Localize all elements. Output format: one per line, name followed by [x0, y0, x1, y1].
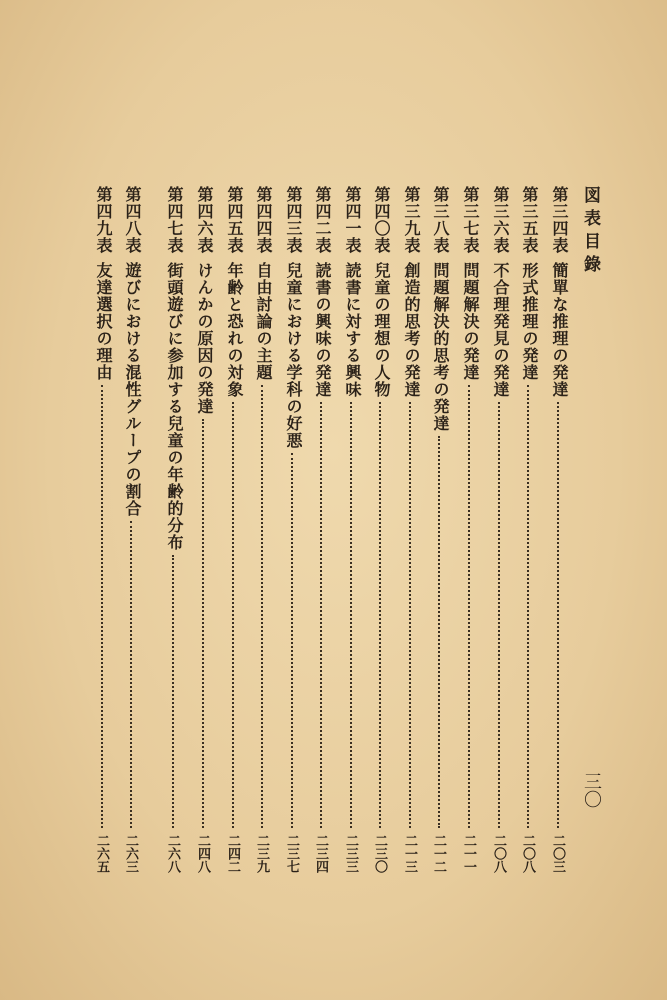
- dot-leader: [101, 385, 103, 828]
- list-item: [248, 186, 278, 876]
- dot-leader: [291, 453, 293, 828]
- entry-title: 問題解決の発達: [461, 262, 480, 381]
- dot-leader: [379, 402, 381, 828]
- list-item: [88, 186, 118, 876]
- dot-leader: [320, 402, 322, 828]
- entry-title: 自由討論の主題: [254, 262, 273, 381]
- entry-label: 第四二表: [313, 186, 332, 254]
- entry-page-number: 二三七: [284, 834, 299, 873]
- list-item: [425, 186, 455, 876]
- entry-title: 読書の興味の発達: [313, 262, 332, 398]
- entry-label: 第三九表: [402, 186, 421, 254]
- entry-title: 不合理発見の発達: [491, 262, 510, 398]
- entry-label: 第三八表: [431, 186, 450, 254]
- entry-title: 兒童における学科の好悪: [284, 262, 303, 449]
- entry-label: 第三六表: [491, 186, 510, 254]
- entry-page-number: 二三〇: [372, 834, 387, 873]
- entry-page-number: 二三四: [313, 834, 328, 873]
- entry-label: 第四〇表: [372, 186, 391, 254]
- entry-label: 第三四表: [550, 186, 569, 254]
- list-item: [396, 186, 426, 876]
- entry-title: 年齢と恐れの対象: [225, 262, 244, 398]
- entry-page-number: 二三九: [254, 834, 269, 873]
- entry-title: 問題解決的思考の発達: [431, 262, 450, 432]
- list-item: [307, 186, 337, 876]
- entry-page-number: 二三三: [343, 834, 358, 873]
- dot-leader: [438, 436, 440, 828]
- dot-leader: [557, 402, 559, 828]
- entry-page-number: 二六五: [94, 834, 109, 873]
- list-item: [455, 186, 485, 876]
- dot-leader: [130, 521, 132, 828]
- list-item: [337, 186, 367, 876]
- entry-title: 街頭遊びに参加する兒童の年齢的分布: [165, 262, 184, 551]
- dot-leader: [350, 402, 352, 828]
- list-item: [117, 186, 147, 876]
- entry-page-number: 二〇八: [520, 834, 535, 873]
- entry-label: 第四一表: [343, 186, 362, 254]
- list-item: [514, 186, 544, 876]
- dot-leader: [232, 402, 234, 828]
- dot-leader: [527, 385, 529, 828]
- entry-page-number: 二〇八: [491, 834, 506, 873]
- list-item: [278, 186, 308, 876]
- entry-label: 第四六表: [195, 186, 214, 254]
- entry-label: 第四三表: [284, 186, 303, 254]
- entry-label: 第三七表: [461, 186, 480, 254]
- dot-leader: [172, 555, 174, 828]
- list-item: [219, 186, 249, 876]
- dot-leader: [261, 385, 263, 828]
- list-item: [485, 186, 515, 876]
- page-number: 三〇: [581, 772, 602, 808]
- list-item: [189, 186, 219, 876]
- entry-label: 第四七表: [165, 186, 184, 254]
- entry-label: 第三五表: [520, 186, 539, 254]
- entry-label: 第四五表: [225, 186, 244, 254]
- entry-title: 遊びにおける混性グループの割合: [123, 262, 142, 517]
- entry-title: 創造的思考の発達: [402, 262, 421, 398]
- entry-page-number: 二一三: [402, 834, 417, 873]
- entry-label: 第四八表: [123, 186, 142, 254]
- dot-leader: [468, 385, 470, 828]
- entry-title: けんかの原因の発達: [195, 262, 214, 415]
- entry-title: 形式推理の発達: [520, 262, 539, 381]
- entry-label: 第四四表: [254, 186, 273, 254]
- dot-leader: [202, 419, 204, 828]
- entry-page-number: 二一二: [431, 834, 446, 873]
- entry-page-number: 二一一: [461, 834, 476, 873]
- entry-title: 兒童の理想の人物: [372, 262, 391, 398]
- entry-page-number: 二六八: [165, 834, 180, 873]
- entry-title: 簡單な推理の発達: [550, 262, 569, 398]
- dot-leader: [409, 402, 411, 828]
- entry-label: 第四九表: [94, 186, 113, 254]
- page-heading: 図表目錄: [580, 186, 600, 278]
- list-item: [159, 186, 189, 876]
- entry-page-number: 二四二: [225, 834, 240, 873]
- entry-page-number: 二四八: [195, 834, 210, 873]
- list-item: [544, 186, 574, 876]
- entry-page-number: 二〇三: [550, 834, 565, 873]
- entry-title: 読書に対する興味: [343, 262, 362, 398]
- entry-title: 友達選択の理由: [94, 262, 113, 381]
- dot-leader: [498, 402, 500, 828]
- entry-page-number: 二六三: [123, 834, 138, 873]
- list-item: [366, 186, 396, 876]
